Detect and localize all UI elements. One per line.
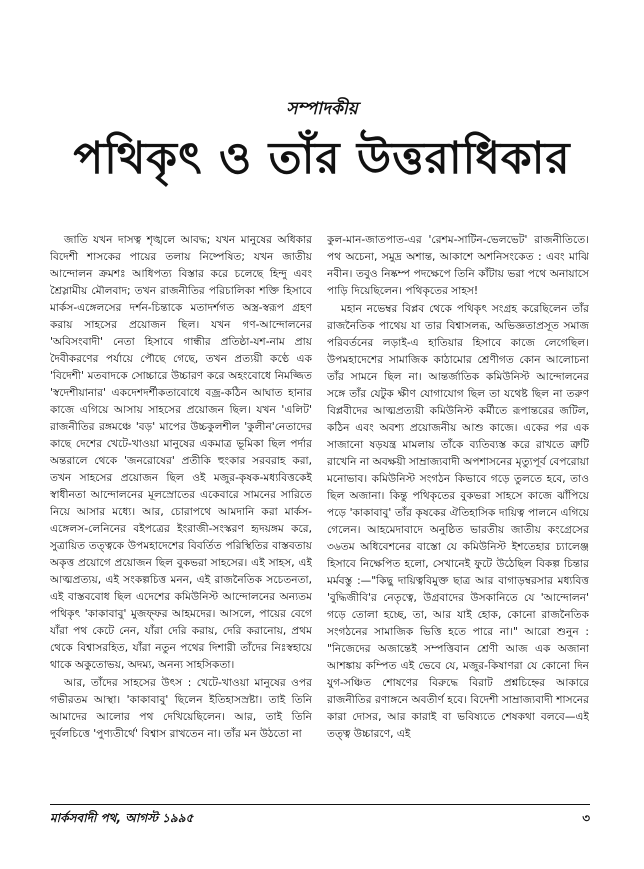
right-column: [327, 232, 589, 800]
right-paragraph-1: কুল-মান-জাতপাত-এর 'রেশম-সাটিন-ভেলভেট' রাজনীতিতে। পথ অচেনা, সমুদ্র অশান্ত, আকাশে অশনিসংকেত : এবং মাঝি নবীন। তবুও নিষ্কম্প পদক্ষেপে তিনি কাঁটায় ভরা পথে অনায়াসে পাড়ি দিয়েছিলেন। পথিকৃতের সাহস!: [327, 234, 589, 297]
right-paragraph-2: মহান নভেম্বর বিপ্লব থেকে পথিকৃৎ সংগ্রহ করেছিলেন তাঁর রাজনৈতিক পাথেয় যা তার বিশ্বাসলব্ধ, অভিজ্ঞতাপ্রসূত সমাজ পরিবর্তনের লড়াই-এ হাতিয়ার হিসাবে কাজে লেগেছিল। উপমহাদেশের সামাজিক কাঠামোর শ্রেণীগত কোন আলোচনা তাঁর সামনে ছিল না। আন্তর্জাতিক কমিউনিস্ট আন্দোলনের সঙ্গে তাঁর যেটুক ক্ষীণ যোগাযোগ ছিল তা যথেষ্ট ছিল না তরুণ বিপ্লবীদের আত্মপ্রত্যয়ী কমিউনিস্ট কর্মীতে রূপান্তরের জটিল, কঠিন এবং অবশ্য প্রয়োজনীয় আশু কাজে। একের পর এক সাজানো ষড়যন্ত্র মামলায় তাঁকে ব্যতিব্যস্ত করে রাখতে ত্রুটি রাখেনি না অবক্ষয়ী সাম্রাজ্যবাদী অপশাসনের মৃত্যুপূর্ব বেপরোয়া মনোভাব। কমিউনিস্ট সংগঠন কিভাবে গড়ে তুলতে হবে, তাও ছিল অজানা। কিন্তু পথিকৃতের বুকভরা সাহসে কাজে ঝাঁপিয়ে পড়ে 'কাকাবাবু' তাঁর কৃষকের ঐতিহাসিক দায়িত্ব পালনে এগিয়ে গেলেন। আহমেদাবাদে অনুষ্ঠিত ভারতীয় জাতীয় কংগ্রেসের ৩৬তম অধিবেশনের বাস্তো যে কমিউনিস্ট ইশতেহার চ্যালেঞ্জ হিসাবে নিক্ষেপিত হলো, সেখানেই ফুটে উঠেছিল বিকল্প চিন্তার মর্মবস্তু :—"কিছু দায়িত্ববিমুক্ত ছাত্র আর বাগাড়ম্বরসার মধ্যবিত্ত 'বুদ্ধিজীবি'র নেতৃত্বে, উগ্রবাদের উসকানিতে যে 'আন্দোলন' গড়ে তোলা হচ্ছে, তা, আর যাই হোক, কোনো রাজনৈতিক সংগঠনের সামাজিক ভিত্তি হতে পারে না।" আরো শুনুন : "নিজেদের অজান্তেই সম্পত্তিবান শ্রেণী আজ এক অজানা আশঙ্কায় কম্পিত এই ভেবে যে, মজুর-কিষাণরা যে কোনো দিন যুগ-সঞ্চিত শোষণের বিরুদ্ধে বিরাট প্রশ্নচিহ্নের আকারে রাজনীতির রণাঙ্গনে অবতীর্ণ হবে। বিদেশী সাম্রাজ্যবাদী শাসনের কারা দোসর, আর কারাই বা ভবিষ্যতে শেষকথা বলবে—এই তত্ত্ব উচ্চারণে, এই: [327, 303, 589, 740]
page-number: ৩: [582, 811, 590, 825]
page-footer: [50, 804, 590, 829]
left-column: [50, 232, 312, 800]
section-label: সম্পাদকীয়: [286, 99, 358, 119]
article-headline: পথিকৃৎ ও তাঁর উত্তরাধিকার: [73, 133, 571, 184]
publication-name: মার্কসবাদী পথ, আগস্ট ১৯৯৫: [50, 811, 194, 825]
left-paragraph-2: আর, তাঁদের সাহসের উৎস : খেটে-খাওয়া মানুষের ওপর গভীরতম আস্থা। 'কাকাবাবু' ছিলেন ইতিহাসস্রষ্টা। তাই তিনি আমাদের আলোর পথ দেখিয়েছিলেন। আর, তাই তিনি দুর্বলচিত্তে 'পুণ্যতীর্থে' বিশ্বাস রাখতেন না। তাঁর মন উঠতো না: [50, 677, 312, 740]
left-paragraph-1: জাতি যখন দাসত্ব শৃঙ্খলে আবদ্ধ; যখন মানুষের অধিকার বিদেশী শাসকের পায়ের তলায় নিষ্পেষিত; যখন জাতীয় আন্দোলন ক্রমশঃ আধিপত্য বিস্তার করে চলেছে হিন্দু এবং শ্রৈস্লামীয় মৌলবাদ; তখন রাজনীতির পরিচালিকা শক্তি হিসাবে মার্কস-এঙ্গেলসের দর্শন-চিন্তাকে মতাদর্শগত অস্ত্র-স্বরূপ গ্রহণ করায় সাহসের প্রয়োজন ছিল। যখন গণ-আন্দোলনের 'অবিসংবাদী' নেতা হিসাবে গান্ধীর প্রতিষ্ঠা-যশ-নাম প্রায় দৈবীকরণের পর্যায়ে পৌছে গেছে, তখন প্রত্যয়ী কণ্ঠে এক 'বিদেশী' মতবাদকে সোচ্চারে উচ্চারণ করে অহংবোধে নিমজ্জিত 'স্বদেশীয়ানার' একদেশদর্শীকতাবোধে বজ্র-কঠিন আঘাত হানার কাজে এগিয়ে আসায় সাহসের প্রয়োজন ছিল। যখন 'এলিট' রাজনীতির রঙ্গমঞ্চে 'বড়' মাপের উচ্চকুলশীল 'কুলীন'নেতাদের কাছে দেশের খেটে-খাওয়া মানুষের একমাত্র ভূমিকা ছিল পর্দার অন্তরালে থেকে 'জনরোষের' প্রতীকি হুংকার সরবরাহ করা, তখন সাহসের প্রয়োজন ছিল ওই মজুর-কৃষক-মধ্যবিত্তকেই স্বাধীনতা আন্দোলনের মূলস্রোতের একেবারে সামনের সারিতে নিয়ে আসার মধ্যে। আর, চোরাপথে আমদানি করা মার্কস-এঙ্গেলস-লেনিনের বইপত্রের ইংরাজী-সংস্করণ হৃদয়ঙ্গম করে, সুত্রায়িত তত্ত্বকে উপমহাদেশের বিবর্তিত পরিস্থিতির বাস্তবতায় অকৃত্ত প্রয়োগে প্রয়োজন ছিল বুকভরা সাহসের। এই সাহস, এই আত্মপ্রত্যয়, এই সংকল্পচিত্ত মনন, এই রাজনৈতিক সচেতনতা, এই বাস্তববোধ ছিল এদেশের কমিউনিস্ট আন্দোলনের অন্যতম পথিকৃৎ 'কাকাবাবু' মুজফ্ফর আহমদের। আসলে, পায়ের বেগে যাঁরা পথ কেটে নেন, যাঁরা দেরি করায়, দেরি করানোয়, প্রথম থেকে বিশ্বাসরহিত, যাঁরা নতুন পথের দিশারী তাঁদের নিঃস্বহায়ে থাকে অকুতোভয়, অদম্য, অনন্য সাহসিকতা।: [50, 234, 312, 671]
